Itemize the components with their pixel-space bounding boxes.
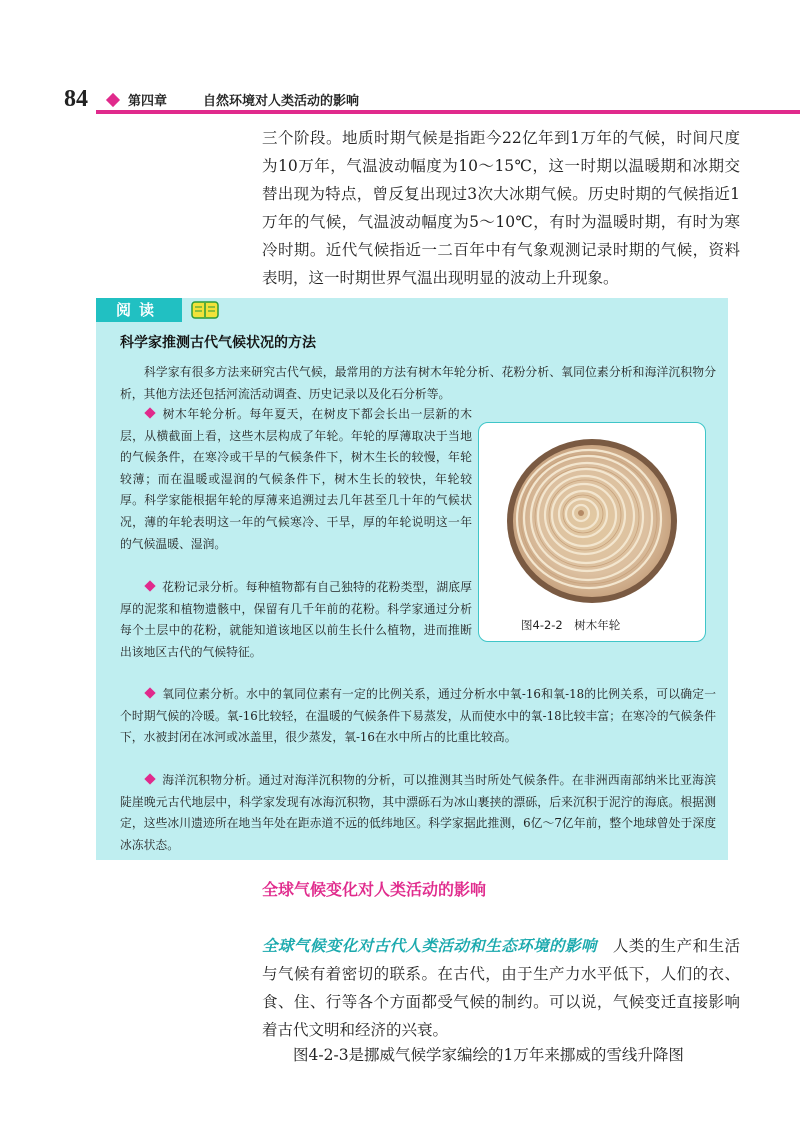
section-heading: 全球气候变化对人类活动的影响 <box>262 880 487 899</box>
chapter-title: 自然环境对人类活动的影响 <box>203 94 360 109</box>
page-header <box>0 86 800 116</box>
figure-box <box>478 422 706 642</box>
diamond-bullet-icon <box>144 687 155 698</box>
reading-title: 科学家推测古代气候状况的方法 <box>120 335 316 351</box>
section-subheading: 全球气候变化对古代人类活动和生态环境的影响 <box>262 937 597 955</box>
pollen-text: 花粉记录分析。每种植物都有自己独特的花粉类型，湖底厚厚的泥浆和植物遗骸中，保留有几千年前的花粉。科学家通过分析每个土层中的花粉，就能知道该地区以前生长什么植物，进而推断出该地区古代的气候特征。 <box>120 580 472 659</box>
section-paragraph-text: 人类的生产和生活与气候有着密切的联系。在古代，由于生产力水平低下，人们的衣、食、住、行等各个方面都受气候的制约。可以说，气候变迁直接影响着古代文明和经济的兴衰。 <box>262 937 740 1039</box>
intro-paragraph: 三个阶段。地质时期气候是指距今22亿年到1万年的气候，时间尺度为10万年，气温波动幅度为10～15℃，这一时期以温暖期和冰期交替出现为特点，曾反复出现过3次大冰期气候。历史时期的气候指近1万年的气候，气温波动幅度为5～10℃，有时为温暖时期，有时为寒冷时期。近代气候指近一二百年中有气象观测记录时期的气候，资料表明，这一时期世界气温出现明显的波动上升现象。 <box>262 129 740 287</box>
oxygen-item <box>120 684 716 749</box>
pollen-item <box>120 577 472 663</box>
reading-tag: 阅读 <box>96 298 182 322</box>
chapter-label: 第四章 <box>128 94 168 109</box>
diamond-bullet-icon <box>106 93 120 107</box>
section-paragraph <box>262 932 740 1044</box>
book-icon <box>191 301 219 319</box>
tree-ring-item <box>120 404 472 555</box>
figure-reference-line: 图4-2-3是挪威气候学家编绘的1万年来挪威的雪线升降图 <box>293 1046 684 1064</box>
tree-ring-text: 树木年轮分析。每年夏天，在树皮下都会长出一层新的木层，从横截面上看，这些木层构成了年轮。年轮的厚薄取决于当地的气候条件，在寒冷或干旱的气候条件下，树木生长的较慢，年轮较薄；而在温暖或湿润的气候条件下，树木生长的较快，年轮较厚。科学家能根据年轮的厚薄来追溯过去几年甚至几十年的气候状况，薄的年轮表明这一年的气候寒冷、干旱，厚的年轮说明这一年的气候温暖、湿润。 <box>120 407 472 551</box>
marine-item <box>120 770 716 856</box>
diamond-bullet-icon <box>144 773 155 784</box>
diamond-bullet-icon <box>144 580 155 591</box>
oxygen-text: 氧同位素分析。水中的氧同位素有一定的比例关系，通过分析水中氧-16和氧-18的比例关系，可以确定一个时期气候的冷暖。氧-16比较轻，在温暖的气候条件下易蒸发，从而使水中的氧-18比较丰富；在寒冷的气候条件下，水被封闭在冰河或冰盖里，很少蒸发，氧-16在水中所占的比重比较高。 <box>120 687 716 745</box>
diamond-bullet-icon <box>144 407 155 418</box>
header-rule <box>96 110 800 114</box>
tree-ring-image <box>479 423 705 613</box>
marine-text: 海洋沉积物分析。通过对海洋沉积物的分析，可以推测其当时所处气候条件。在非洲西南部纳米比亚海滨陡崖晚元古代地层中，科学家发现有冰海沉积物，其中漂砾石为冰山裹挟的漂砾，后来沉积于泥泞的海底。根据测定，这些冰川遗迹所在地当年处在距赤道不远的低纬地区。科学家据此推测，6亿～7亿年前，整个地球曾处于深度冰冻状态。 <box>120 773 716 852</box>
reading-box <box>96 298 728 860</box>
page-number: 84 <box>64 86 88 112</box>
reading-intro: 科学家有很多方法来研究古代气候，最常用的方法有树木年轮分析、花粉分析、氧同位素分析和海洋沉积物分析，其他方法还包括河流活动调查、历史记录以及化石分析等。 <box>120 365 716 401</box>
figure-caption: 图4-2-2 树木年轮 <box>521 618 621 632</box>
